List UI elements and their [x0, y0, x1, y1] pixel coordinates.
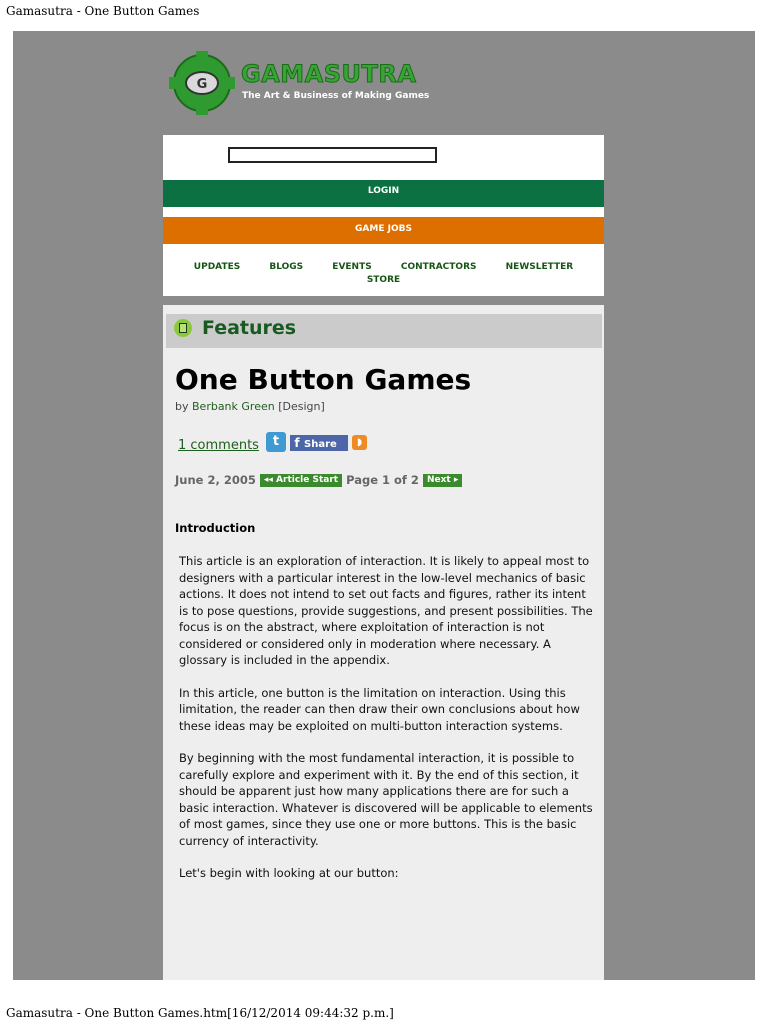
logo-tagline: The Art & Business of Making Games	[242, 91, 430, 101]
print-header-title: Gamasutra - One Button Games	[6, 4, 200, 18]
gear-g-icon	[167, 50, 237, 116]
paragraph: By beginning with the most fundamental interaction, it is possible to carefully explore and experiment with it. By the end of this section, it should be apparent just how many applications there are for such a basic interaction. Whatever is discovered will be applicable to elements of most games, since they use one or more buttons. This is the basic currency of interactivity.	[179, 751, 593, 848]
article-body	[179, 553, 597, 898]
article-heading: Introduction	[175, 521, 256, 535]
login-button[interactable]: LOGIN	[163, 180, 604, 207]
byline-prefix: by	[175, 400, 189, 413]
features-icon	[174, 319, 192, 337]
nav-link-updates[interactable]: UPDATES	[193, 262, 241, 272]
next-page-button[interactable]: Next ▸	[423, 474, 462, 487]
section-header	[166, 314, 602, 348]
article-date: June 2, 2005	[175, 473, 256, 487]
article-panel	[163, 305, 604, 980]
byline	[175, 400, 325, 413]
rss-icon[interactable]: ◗	[352, 435, 367, 450]
facebook-share-button[interactable]	[290, 435, 348, 451]
nav-link-store[interactable]: STORE	[366, 275, 401, 285]
category-tag[interactable]: [Design]	[278, 400, 325, 413]
game-jobs-button[interactable]: GAME JOBS	[163, 217, 604, 244]
facebook-icon: f	[294, 436, 300, 450]
logo-wordmark: GAMASUTRA	[241, 60, 417, 88]
nav-link-events[interactable]: EVENTS	[332, 262, 372, 272]
dateline	[175, 473, 462, 487]
twitter-icon[interactable]: t	[266, 432, 286, 452]
nav-link-contractors[interactable]: CONTRACTORS	[400, 262, 477, 272]
author-link[interactable]: Berbank Green	[192, 400, 275, 413]
rewind-icon: ◂◂	[263, 475, 273, 485]
article-title: One Button Games	[175, 363, 472, 396]
paragraph: Let's begin with looking at our button:	[179, 866, 399, 880]
main-nav	[163, 262, 604, 285]
svg-text:G: G	[196, 77, 208, 92]
arrow-right-icon: ▸	[453, 475, 459, 485]
section-title: Features	[202, 317, 297, 339]
comments-link[interactable]: 1 comments	[178, 438, 259, 453]
paragraph: This article is an exploration of interaction. It is likely to appeal most to designers with a particular interest in the low-level mechanics of basic actions. It does not intend to set out facts and figures, rather its intent is to pose questions, provide suggestions, and present possibilities. The focus is on the abstract, where exploitation of interaction is not considered or considered only in moderation where necessary. A glossary is included in the appendix.	[179, 554, 593, 667]
nav-link-newsletter[interactable]: NEWSLETTER	[505, 262, 574, 272]
share-label: Share	[304, 439, 337, 450]
article-start-button[interactable]: ◂◂ Article Start	[260, 474, 342, 487]
print-footer: Gamasutra - One Button Games.htm[16/12/2014 09:44:32 p.m.]	[6, 1006, 394, 1020]
nav-link-blogs[interactable]: BLOGS	[269, 262, 304, 272]
paragraph: In this article, one button is the limitation on interaction. Using this limitation, the reader can then draw their own conclusions about how these ideas may be exploited on multi-button interaction systems.	[179, 685, 580, 733]
header-nav-panel	[163, 135, 604, 296]
page-indicator: Page 1 of 2	[346, 473, 419, 487]
search-input[interactable]	[228, 147, 437, 163]
gamasutra-logo[interactable]	[167, 50, 430, 118]
